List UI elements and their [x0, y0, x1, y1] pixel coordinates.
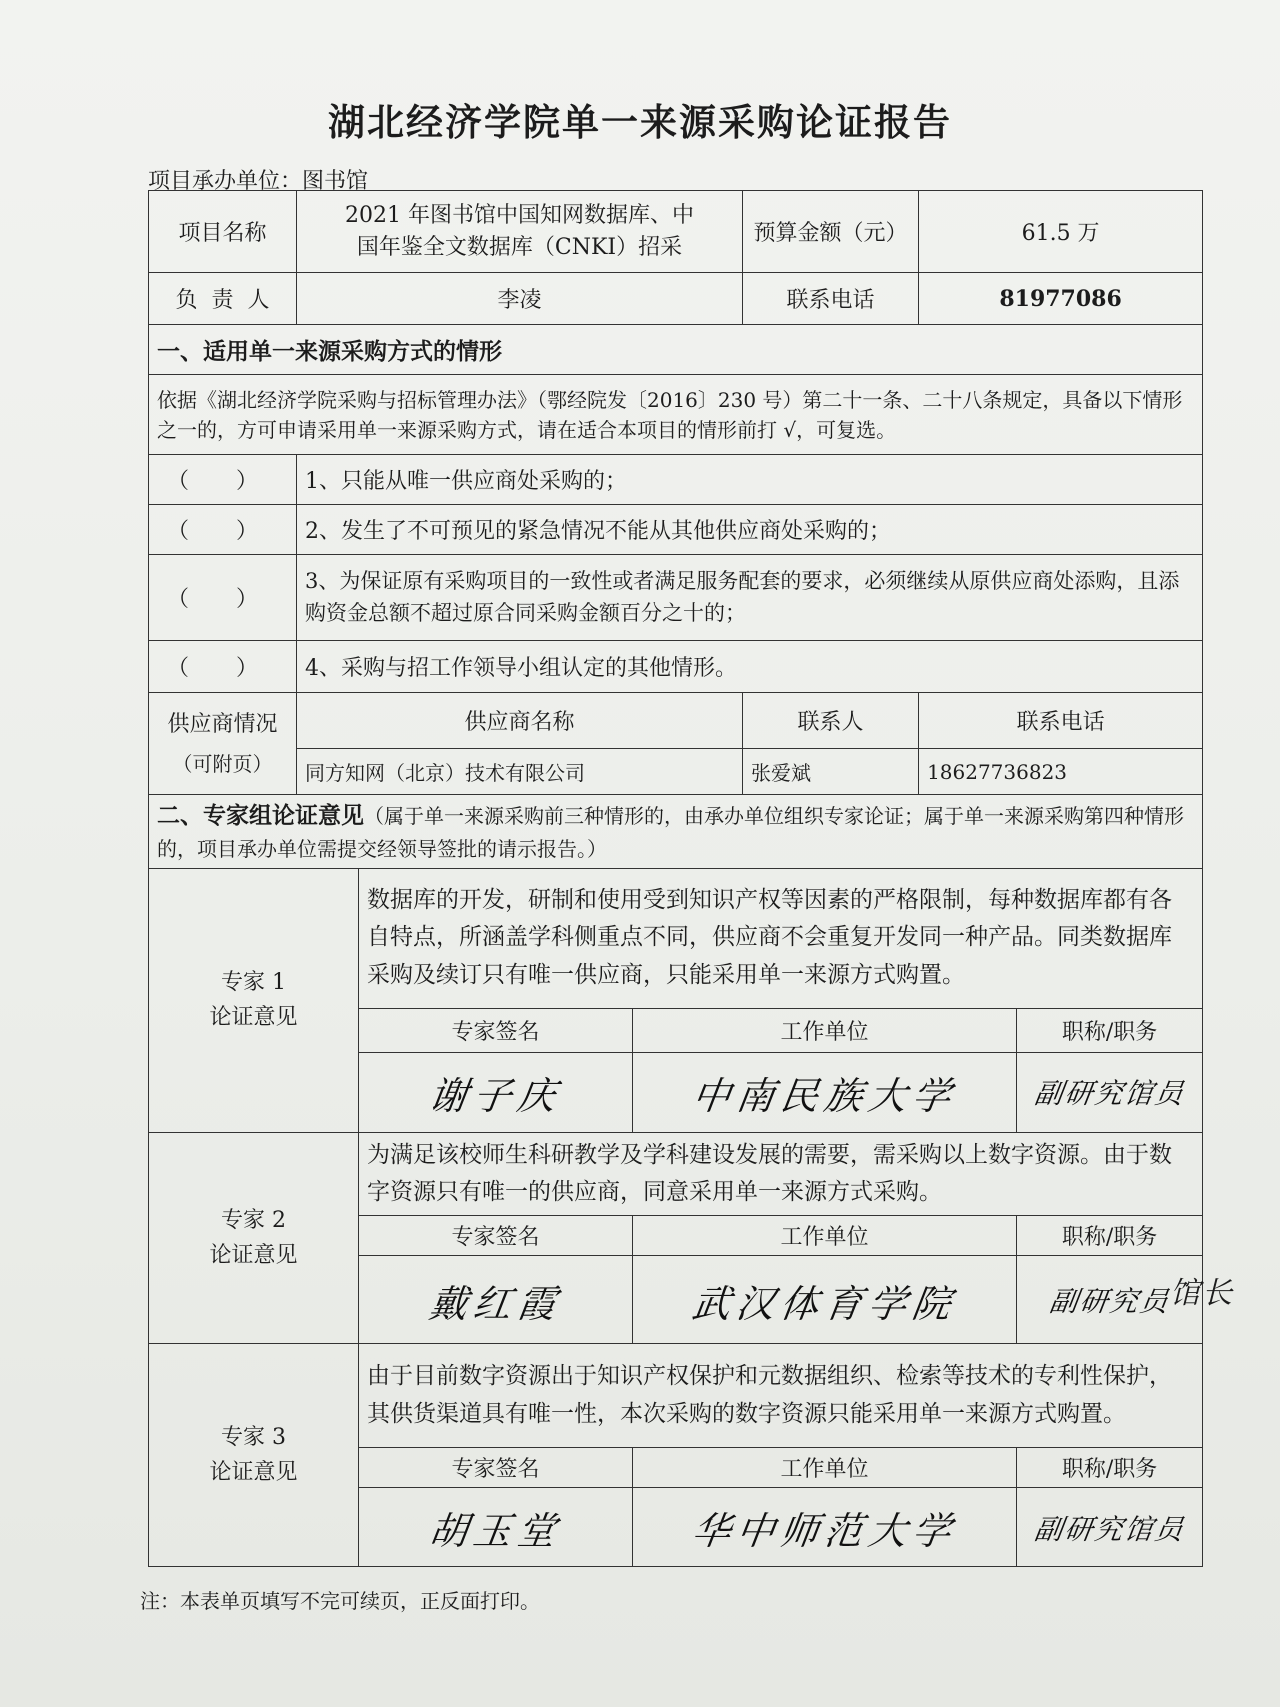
project-name-value: 2021 年图书馆中国知网数据库、中 国年鉴全文数据库（CNKI）招采 — [297, 191, 743, 273]
expert-signature: 谢子庆 — [353, 1052, 638, 1132]
position-header: 职称/职务 — [1017, 1008, 1203, 1052]
signature-header: 专家签名 — [359, 1448, 633, 1488]
checkbox[interactable]: （ ） — [149, 555, 297, 641]
expert-opinion: 为满足该校师生科研教学及学科建设发展的需要，需采购以上数字资源。由于数字资源只有唯一的供应商，同意采用单一来源方式采购。 — [359, 1132, 1203, 1216]
expert-opinion-row — [149, 868, 1203, 1008]
option-row — [149, 455, 1203, 505]
expert-signature: 戴红霞 — [352, 1256, 638, 1344]
supplier-contact-header: 联系人 — [743, 693, 919, 749]
supplier-label: 供应商情况 （可附页） — [149, 693, 297, 795]
signature-header: 专家签名 — [359, 1008, 633, 1052]
work-unit-header: 工作单位 — [633, 1216, 1017, 1256]
option-text: 4、采购与招工作领导小组认定的其他情形。 — [297, 641, 1203, 693]
position-header: 职称/职务 — [1017, 1216, 1203, 1256]
report-form — [148, 190, 1203, 1567]
section2-heading: 二、专家组论证意见 — [157, 802, 364, 829]
supplier-name-header: 供应商名称 — [297, 693, 743, 749]
project-row — [149, 191, 1203, 273]
expert-label: 专家 3 论证意见 — [149, 1344, 359, 1567]
phone-label: 联系电话 — [743, 273, 919, 325]
checkbox[interactable]: （ ） — [149, 455, 297, 505]
expert-work-unit: 中南民族大学 — [627, 1052, 1022, 1132]
checkbox[interactable]: （ ） — [149, 505, 297, 555]
owner-value: 李凌 — [297, 273, 743, 325]
option-text: 3、为保证原有采购项目的一致性或者满足服务配套的要求，必须继续从原供应商处添购，且添购资金总额不超过原合同采购金额百分之十的； — [297, 555, 1203, 641]
expert-position: 副研究馆员 — [1011, 1488, 1208, 1567]
expert-label: 专家 2 论证意见 — [149, 1132, 359, 1344]
expert-opinion: 由于目前数字资源出于知识产权保护和元数据组织、检索等技术的专利性保护，其供货渠道具有唯一性，本次采购的数字资源只能采用单一来源方式购置。 — [359, 1344, 1203, 1448]
section2-heading-row — [149, 795, 1203, 869]
supplier-row — [149, 749, 1203, 795]
expert-label: 专家 1 论证意见 — [149, 868, 359, 1132]
phone-value: 81977086 — [919, 273, 1203, 325]
footnote: 注：本表单页填写不完可续页，正反面打印。 — [140, 1589, 540, 1613]
expert-opinion: 数据库的开发，研制和使用受到知识产权等因素的严格限制，每种数据库都有各自特点，所涵盖学科侧重点不同，供应商不会重复开发同一种产品。同类数据库采购及续订只有唯一供应商，只能采用单一来源方式购置。 — [359, 868, 1203, 1008]
expert-position: 副研究馆员 — [1011, 1052, 1208, 1132]
expert-opinion-row — [149, 1132, 1203, 1216]
supplier-phone: 18627736823 — [919, 749, 1203, 795]
expert-work-unit: 华中师范大学 — [627, 1488, 1022, 1567]
organizing-unit: 项目承办单位：图书馆 — [148, 169, 369, 194]
position-header: 职称/职务 — [1017, 1448, 1203, 1488]
expert-opinion-row — [149, 1344, 1203, 1448]
margin-handwriting: 馆长 — [1170, 1276, 1234, 1311]
section2-note: （属于单一来源采购前三种情形的，由承办单位组织专家论证；属于单一来源采购第四种情形的，项目承办单位需提交经领导签批的请示报告。） — [157, 804, 1184, 861]
section1-heading: 一、适用单一来源采购方式的情形 — [149, 325, 1203, 375]
owner-label: 负 责 人 — [149, 273, 297, 325]
option-text: 1、只能从唯一供应商处采购的； — [297, 455, 1203, 505]
budget-label: 预算金额（元） — [743, 191, 919, 273]
supplier-contact: 张爱斌 — [743, 749, 919, 795]
supplier-name: 同方知网（北京）技术有限公司 — [297, 749, 743, 795]
work-unit-header: 工作单位 — [633, 1448, 1017, 1488]
signature-header: 专家签名 — [359, 1216, 633, 1256]
supplier-header-row — [149, 693, 1203, 749]
expert-position: 副研究员 — [1010, 1256, 1208, 1344]
option-text: 2、发生了不可预见的紧急情况不能从其他供应商处采购的； — [297, 505, 1203, 555]
option-row — [149, 641, 1203, 693]
expert-work-unit: 武汉体育学院 — [626, 1256, 1022, 1344]
work-unit-header: 工作单位 — [633, 1008, 1017, 1052]
page-title: 湖北经济学院单一来源采购论证报告 — [328, 100, 952, 144]
checkbox[interactable]: （ ） — [149, 641, 297, 693]
project-name-label: 项目名称 — [149, 191, 297, 273]
section1-intro: 依据《湖北经济学院采购与招标管理办法》（鄂经院发〔2016〕230 号）第二十一条、二十八条规定，具备以下情形之一的，方可申请采用单一来源采购方式，请在适合本项目的情形前打 √，可复选。 — [149, 375, 1203, 455]
owner-row — [149, 273, 1203, 325]
supplier-phone-header: 联系电话 — [919, 693, 1203, 749]
option-row — [149, 555, 1203, 641]
budget-value: 61.5 万 — [919, 191, 1203, 273]
option-row — [149, 505, 1203, 555]
expert-signature: 胡玉堂 — [353, 1488, 638, 1567]
